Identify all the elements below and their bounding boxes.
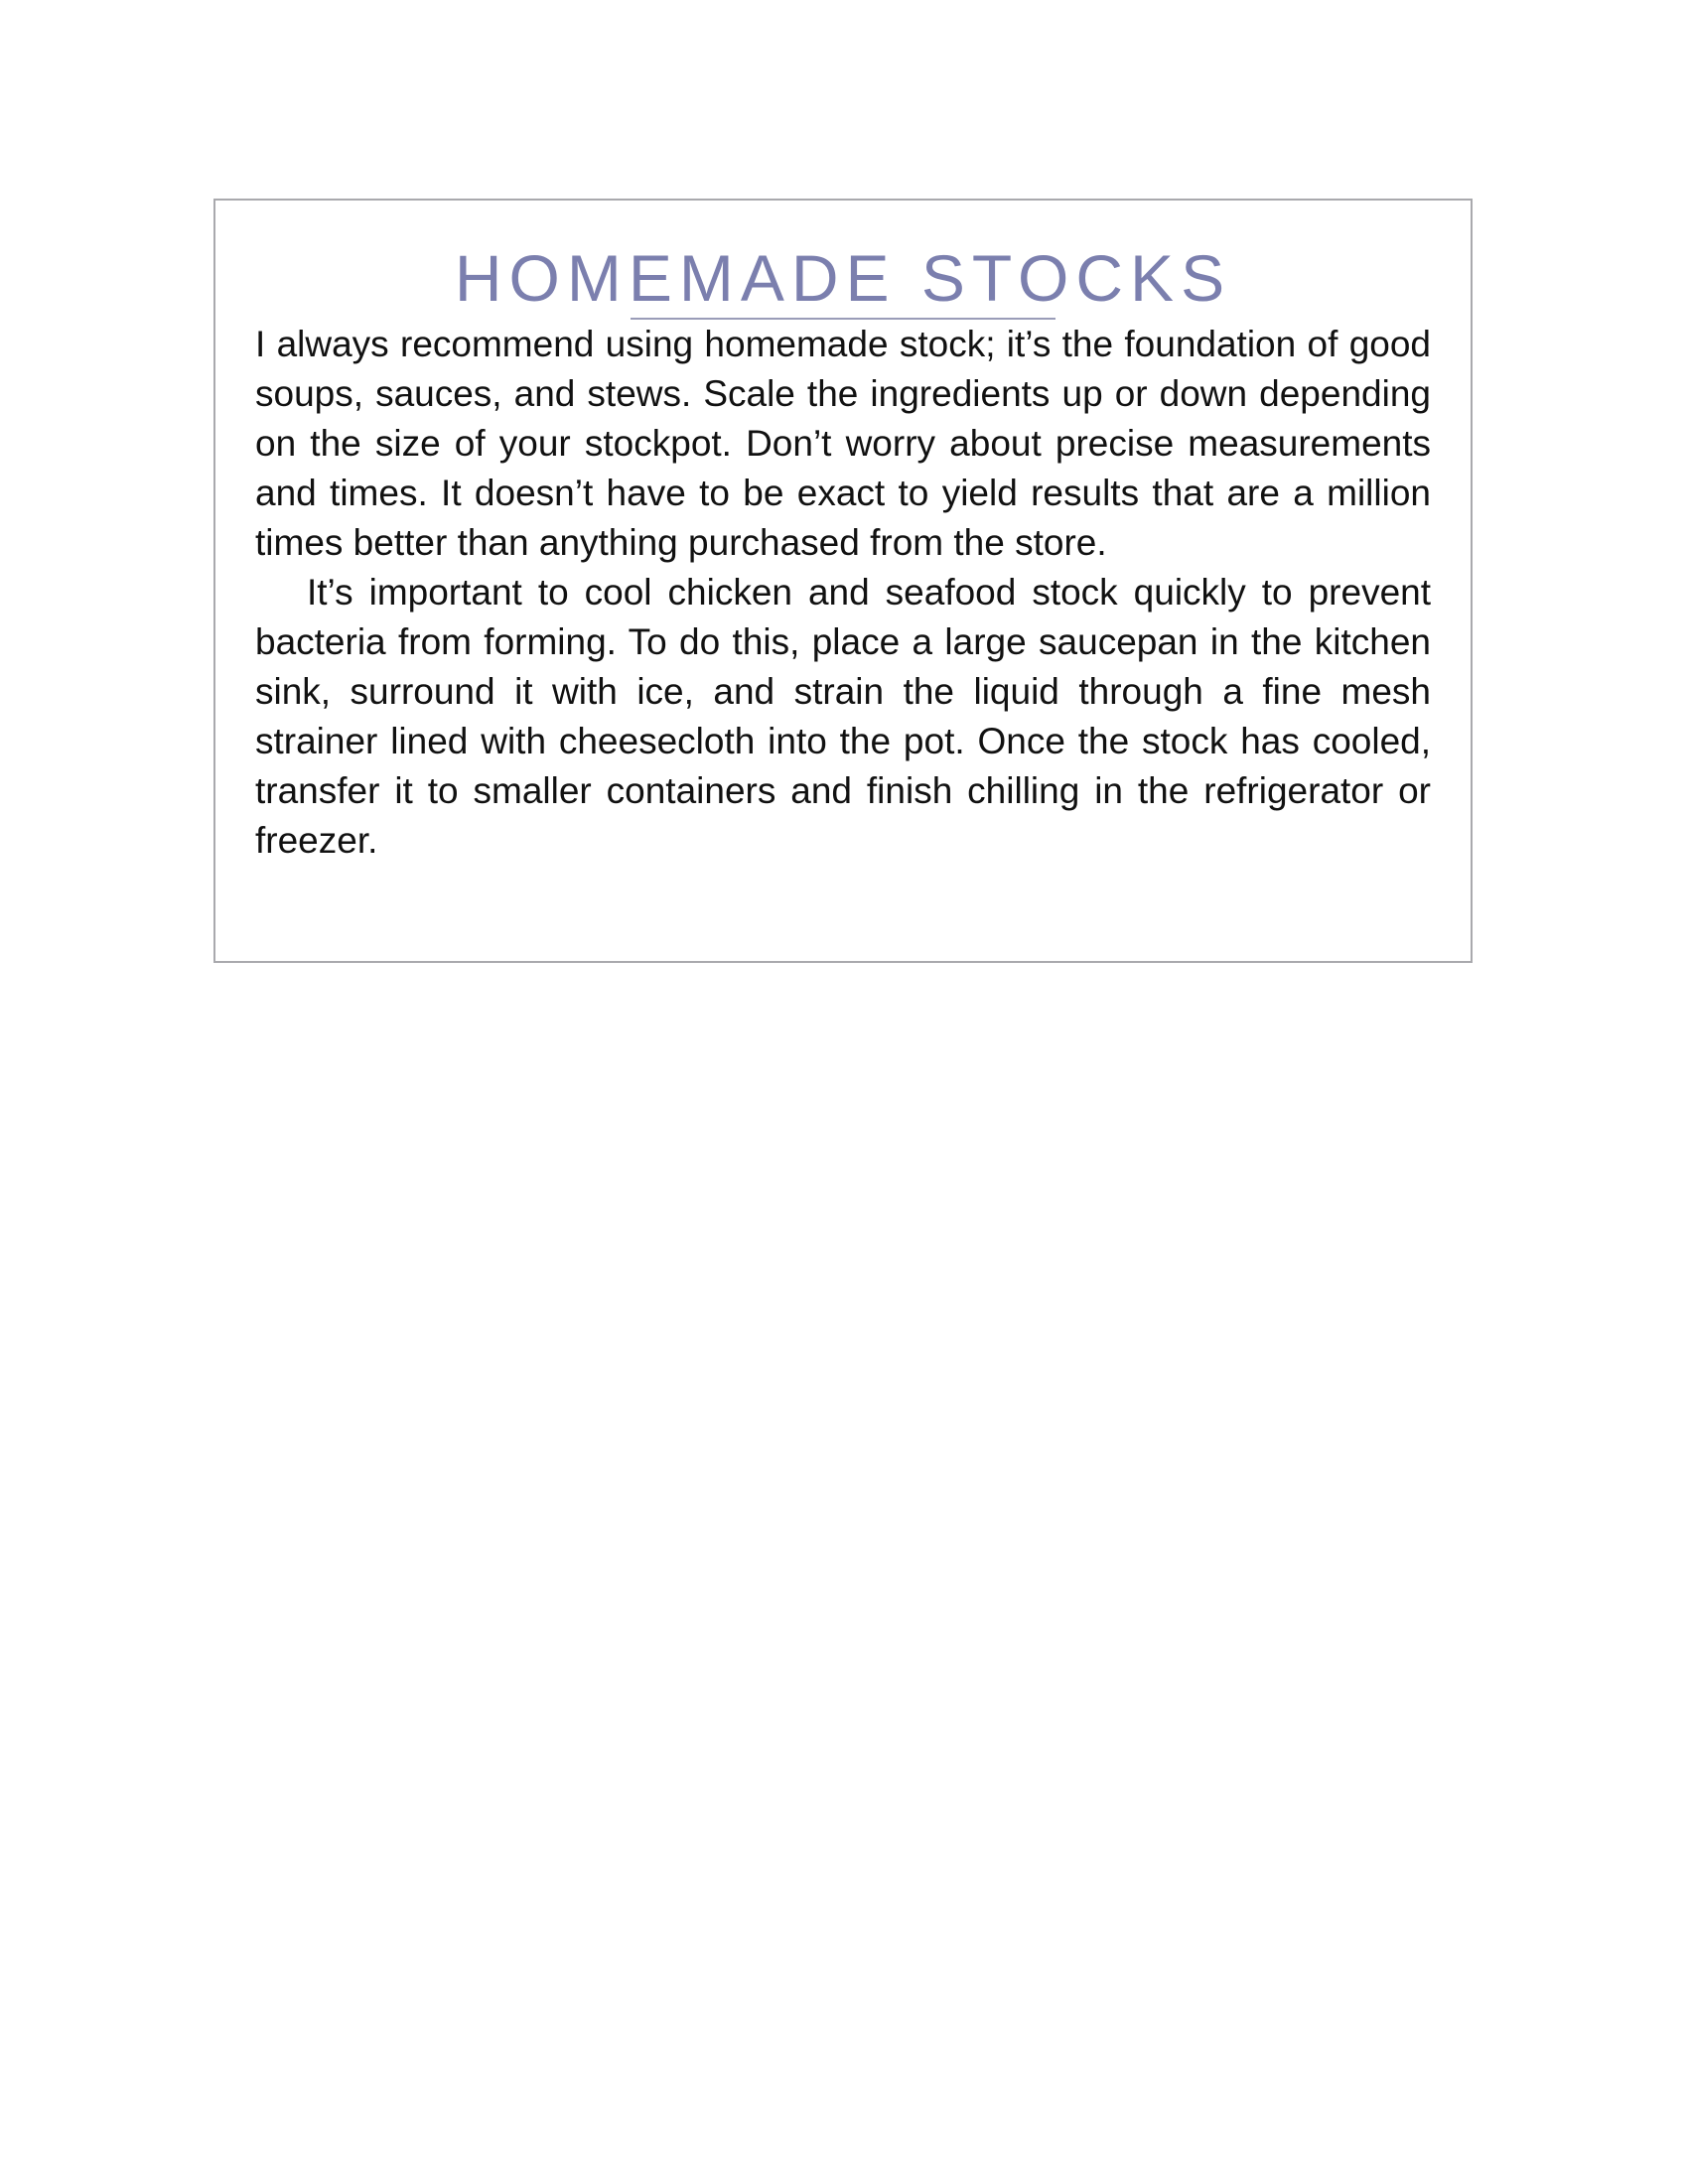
- sidebar-body: [255, 320, 1431, 866]
- sidebar-box: [213, 199, 1473, 963]
- paragraph-intro: I always recommend using homemade stock; it’s the foundation of good soups, sauces, and stews. Scale the ingredients up or down depending on the size of your stockpot. Don’t worry about precise measurements and times. It doesn’t have to be exact to yield results that are a million times better than anything purchased from the store.: [255, 324, 1431, 563]
- paragraph-cooling: It’s important to cool chicken and seafood stock quickly to prevent bacteria from forming. To do this, place a large saucepan in the kitchen sink, surround it with ice, and strain the liquid through a fine mesh strainer lined with cheesecloth into the pot. Once the stock has cooled, transfer it to smaller containers and finish chilling in the refrigerator or freezer.: [255, 572, 1431, 861]
- sidebar-title: HOMEMADE STOCKS: [454, 241, 1232, 315]
